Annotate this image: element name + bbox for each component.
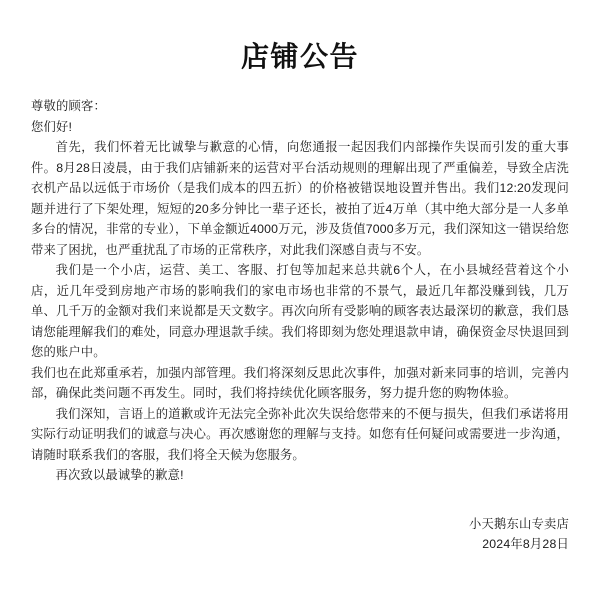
paragraph-small-shop-situation: 我们是一个小店，运营、美工、客服、打包等加起来总共就6个人，在小县城经营着这个小店，近几年受到房地产市场的影响我们的家电市场也非常的不景气，最近几年都没赚到钱，几万单、几千万的金额对我们来说都是天文数字。再次向所有受影响的顾客表达最深切的歉意，我们恳请您能理解我们的难处，同意办理退款手续。我们将即刻为您处理退款申请，确保资金尽快退回到您的账户中。 xyxy=(31,263,569,359)
paragraph-apology-incident: 首先，我们怀着无比诚挚与歉意的心情，向您通报一起因我们内部操作失误而引发的重大事件。8月28日凌晨，由于我们店铺新来的运营对平台活动规则的理解出现了严重偏差，导致全店洗衣机产品以远低于市场价（是我们成本的四五折）的价格被错误地设置并售出。我们12:20发现问题并进行了下架处理，短短的20多分钟比一辈子还长，被拍了近4万单（其中绝大部分是一人多单多台的情况，非常的专业），下单金额近4000万元，涉及货值7000多万元，我们深知这一错误给您带来了困扰，也严重扰乱了市场的正常秩序，对此我们深感自责与不安。 xyxy=(31,140,569,257)
paragraph-closing-promise: 我们深知，言语上的道歉或许无法完全弥补此次失误给您带来的不便与损失，但我们承诺将用实际行动证明我们的诚意与决心。再次感谢您的理解与支持。如您有任何疑问或需要进一步沟通，请随时联系我们的客服，我们将全天候为您服务。 xyxy=(31,406,569,462)
announcement-body xyxy=(31,72,569,486)
paragraph-internal-management-commitment: 我们也在此郑重承若，加强内部管理。我们将深刻反思此次事件，加强对新来同事的培训，完善内部，确保此类问题不再发生。同时，我们将持续优化顾客服务，努力提升您的购物体验。 xyxy=(31,365,569,400)
signature-date: 2024年8月28日 xyxy=(482,537,569,551)
salutation-line-1: 尊敬的顾客： xyxy=(31,99,106,113)
paragraph-final-apology: 再次致以最诚挚的歉意! xyxy=(55,468,184,482)
salutation-line-2: 您们好! xyxy=(31,119,73,134)
signature-block xyxy=(31,486,569,555)
signature-store-name: 小天鹅东山专卖店 xyxy=(469,516,569,531)
page-title: 店铺公告 xyxy=(240,42,359,73)
